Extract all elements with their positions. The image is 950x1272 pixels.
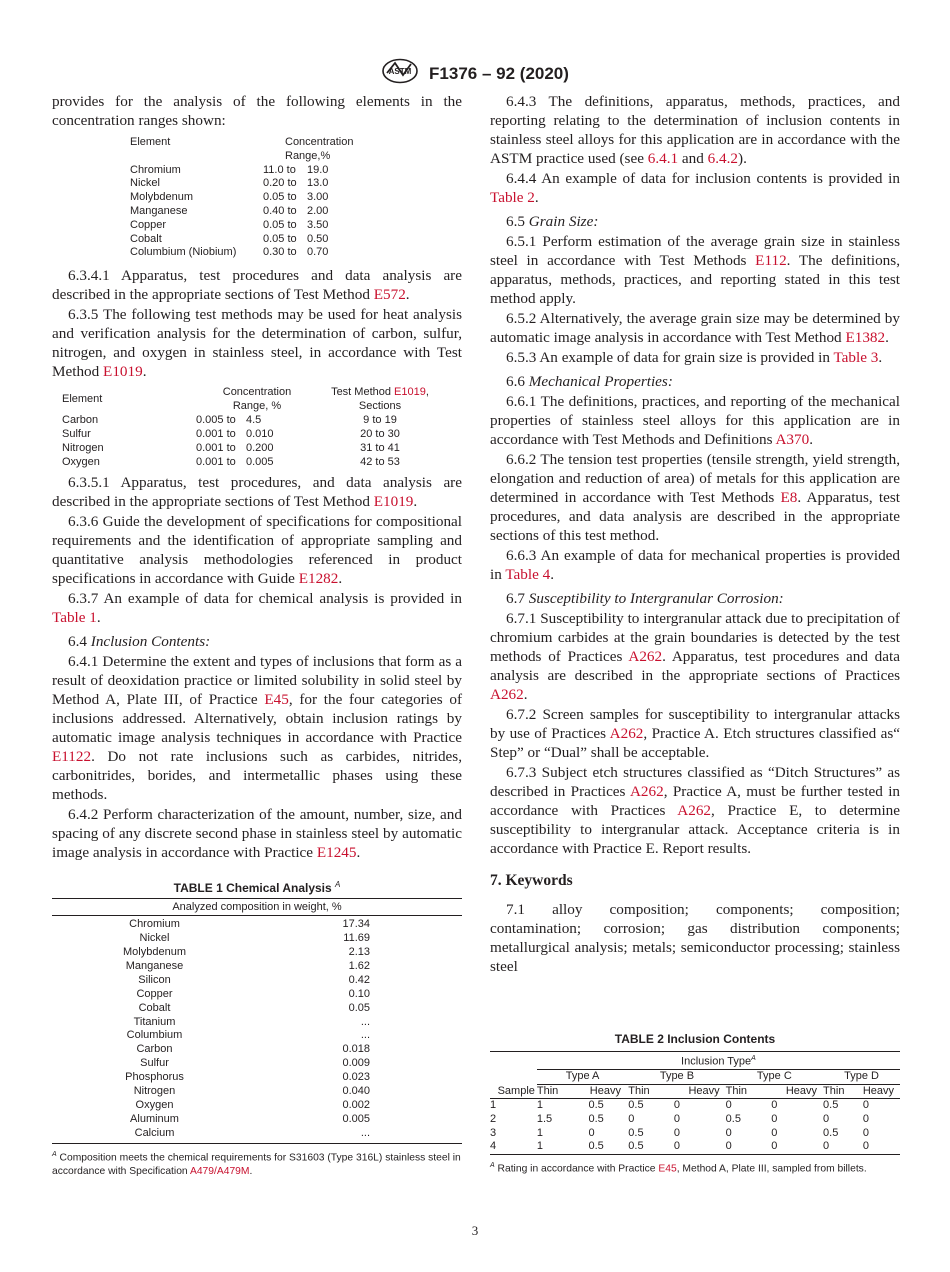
paragraph-6-5-2: 6.5.2 Alternatively, the average grain size may be determined by automatic image analysis in accordance with Test Method E1382. bbox=[490, 310, 900, 346]
link-e45[interactable]: E45 bbox=[658, 1163, 677, 1175]
table-row: Nitrogen 0.040 bbox=[133, 1085, 370, 1098]
section-heading-6-6: 6.6 Mechanical Properties: bbox=[506, 373, 673, 390]
paragraph-6-7-2: 6.7.2 Screen samples for susceptibility to intergranular attacks by use of Practices A262, Practice A. Etch structures classified as“ Step” or “Dual” shall be acceptable. bbox=[490, 706, 900, 761]
header-sample: Sample bbox=[497, 1084, 535, 1097]
paragraph-6-4-2: 6.4.2 Perform characterization of the amount, number, size, and spacing of any discrete second phase in stainless steel by automatic image analysis in accordance with Practice E1245. bbox=[52, 806, 462, 862]
link-a370[interactable]: A370 bbox=[775, 431, 810, 448]
header-type-a: Type A bbox=[537, 1070, 628, 1085]
table-row: Nitrogen 0.001 to 0.200 31 to 41 bbox=[62, 442, 400, 455]
section-heading-6-7: 6.7 Susceptibility to Intergranular Corrosion: bbox=[506, 590, 784, 607]
header-element: Element bbox=[130, 136, 171, 148]
table-row: Calcium ... bbox=[134, 1126, 370, 1139]
table-row: 4 1 0.5 0.5 0 0 0 0 0 bbox=[490, 1140, 900, 1154]
link-e1382[interactable]: E1382 bbox=[845, 329, 886, 346]
element-method-table bbox=[62, 385, 442, 469]
table-row: Chromium 17.34 bbox=[129, 918, 370, 931]
table-row: Carbon 0.018 bbox=[136, 1043, 370, 1056]
table-row: Manganese 0.40 to 2.00 bbox=[130, 204, 329, 217]
table-1-title: TABLE 1 Chemical Analysis $^A$ bbox=[173, 880, 341, 896]
link-e45[interactable]: E45 bbox=[264, 691, 289, 709]
table-row: Nickel 11.69 bbox=[139, 932, 370, 945]
link-a262[interactable]: A262 bbox=[628, 648, 663, 665]
paragraph-6-7-3: 6.7.3 Subject etch structures classified as “Ditch Structures” as described in Practices A262, Practice A, must be further tested in accordance with Practices A262, Practice E, to determine susceptibility to intergranular attack. Acceptance criteria is in accordance with Practice E. Report results. bbox=[490, 764, 901, 857]
link-table-3[interactable]: Table 3 bbox=[833, 349, 879, 366]
table-row: Silicon 0.42 bbox=[138, 973, 370, 986]
link-e8[interactable]: E8 bbox=[780, 489, 798, 506]
header-element: Element bbox=[62, 393, 103, 406]
header-heavy: Heavy bbox=[688, 1084, 720, 1097]
astm-logo-icon bbox=[381, 58, 419, 89]
header-type-b: Type B bbox=[628, 1070, 725, 1085]
page-number: 3 bbox=[471, 1223, 479, 1238]
link-a262[interactable]: A262 bbox=[677, 802, 712, 819]
paragraph-6-6-2: 6.6.2 The tension test properties (tensile strength, yield strength, elongation and reduction of area) of metals for this application are determined in accordance with Test Methods E8. Apparatus, test procedures, and data analysis are described in the appropriate sections of this test method. bbox=[490, 451, 900, 544]
table-1-subhead: Analyzed composition in weight, % bbox=[172, 901, 342, 914]
header-test-method: Test Method E1019, bbox=[331, 386, 429, 399]
header-range: Range,% bbox=[285, 149, 331, 162]
link-table-1[interactable]: Table 1 bbox=[52, 609, 97, 627]
table-2-title: TABLE 2 Inclusion Contents bbox=[614, 1032, 776, 1046]
paragraph-6-4-4: 6.4.4 An example of data for inclusion contents is provided in Table 2. bbox=[490, 170, 900, 206]
link-e1019[interactable]: E1019 bbox=[373, 493, 414, 511]
table-row: Aluminum 0.005 bbox=[130, 1112, 370, 1125]
table-row: Oxygen 0.001 to 0.005 42 to 53 bbox=[62, 456, 400, 469]
header-range: Range, % bbox=[232, 400, 282, 413]
header-type-c: Type C bbox=[726, 1070, 823, 1085]
paragraph-6-7-1: 6.7.1 Susceptibility to intergranular attack due to precipitation of chromium carbides at the grain boundaries is detected by the test methods of Practices A262. Apparatus, test procedures and data analysis are described in the appropriate sections of Practices A262. bbox=[490, 610, 900, 703]
chemical-analysis-table bbox=[52, 918, 462, 1141]
paragraph-6-3-7: 6.3.7 An example of data for chemical analysis is provided in Table 1. bbox=[52, 590, 462, 627]
element-range-table bbox=[130, 136, 354, 260]
paragraph-6-6-3: 6.6.3 An example of data for mechanical properties is provided in Table 4. bbox=[490, 547, 900, 583]
link-6-4-2[interactable]: 6.4.2 bbox=[707, 150, 739, 167]
table-row: Sulfur 0.001 to 0.010 20 to 30 bbox=[62, 428, 400, 441]
header-thin: Thin bbox=[725, 1084, 748, 1097]
paragraph-intro: provides for the analysis of the following elements in the concentration ranges shown: bbox=[52, 93, 462, 129]
header-heavy: Heavy bbox=[589, 1084, 621, 1097]
header-type-d: Type D bbox=[823, 1070, 900, 1085]
table-row: Columbium ... bbox=[126, 1029, 370, 1042]
link-e1019[interactable]: E1019 bbox=[394, 386, 426, 399]
table-1-footnote: $^A$ Composition meets the chemical requirements for S31603 (Type 316L) stainless steel in accordance with Specification A479/A479M. bbox=[52, 1150, 461, 1178]
link-e572[interactable]: E572 bbox=[373, 286, 406, 304]
table-row: Copper 0.05 to 3.50 bbox=[130, 218, 329, 231]
paragraph-6-3-4-1: 6.3.4.1 Apparatus, test procedures and data analysis are described in the appropriate sections of Test Method E572. bbox=[52, 267, 462, 304]
table-row: Copper 0.10 bbox=[136, 987, 370, 1000]
table-row: Columbium (Niobium) 0.30 to 0.70 bbox=[130, 246, 329, 259]
table-row: 1 1 0.5 0.5 0 0 0 0.5 0 bbox=[490, 1099, 869, 1112]
header-thin: Thin bbox=[628, 1084, 650, 1097]
paragraph-6-5-3: 6.5.3 An example of data for grain size is provided in Table 3. bbox=[506, 349, 883, 366]
table-row: Carbon 0.005 to 4.5 9 to 19 bbox=[62, 414, 397, 427]
link-table-4[interactable]: Table 4 bbox=[505, 566, 551, 583]
header-concentration: Concentration bbox=[222, 386, 292, 399]
table-2-footnote: $^A$ Rating in accordance with Practice E45, Method A, Plate III, sampled from billets. bbox=[490, 1161, 867, 1175]
paragraph-6-5-1: 6.5.1 Perform estimation of the average grain size in stainless steel in accordance with Test Methods E112. The definitions, apparatus, methods, practices, and reporting stated in this test method apply. bbox=[490, 233, 900, 307]
link-e1019[interactable]: E1019 bbox=[103, 363, 143, 381]
paragraph-6-3-5-1: 6.3.5.1 Apparatus, test procedures, and data analysis are described in the appropriate sections of Test Method E1019. bbox=[52, 474, 462, 511]
table-row: Molybdenum 0.05 to 3.00 bbox=[130, 191, 329, 204]
paragraph-7-1: 7.1 alloy composition; components; composition; contamination; corrosion; gas distribution components; metallurgical analysis; metals; semiconductor processing; stainless steel bbox=[490, 901, 900, 975]
page-header bbox=[0, 58, 950, 89]
paragraph-6-4-1: 6.4.1 Determine the extent and types of inclusions that form as a result of deoxidation practice or limited solubility in solid steel by Method A, Plate III, of Practice E45, for the four categories of inclusions addressed. Alternatively, obtain inclusion ratings by automatic image analysis techniques in accordance with Practice E1122. Do not rate inclusions such as carbides, nitrides, carbonitrides, borides, and intermetallic phases using these methods. bbox=[52, 653, 462, 804]
table-row: Chromium 11.0 to 19.0 bbox=[130, 163, 329, 176]
table-row: Titanium ... bbox=[133, 1015, 370, 1028]
header-thin: Thin bbox=[536, 1084, 559, 1097]
header-thin: Thin bbox=[823, 1084, 845, 1097]
table-1-block bbox=[52, 880, 462, 1179]
link-a262[interactable]: A262 bbox=[609, 725, 644, 742]
header-heavy: Heavy bbox=[862, 1084, 894, 1097]
paragraph-6-6-1: 6.6.1 The definitions, practices, and reporting of the mechanical properties of stainless steel alloys for this application are in accordance with Test Methods and Definitions A370. bbox=[490, 393, 900, 448]
right-column bbox=[490, 92, 900, 1176]
link-e1282[interactable]: E1282 bbox=[298, 570, 339, 588]
section-heading-7-keywords: 7. Keywords bbox=[490, 872, 573, 889]
table-row: Oxygen 0.002 bbox=[135, 1098, 370, 1111]
table-row: Cobalt 0.05 to 0.50 bbox=[130, 232, 329, 245]
section-heading-6-4: 6.4 Inclusion Contents: bbox=[68, 633, 211, 651]
link-6-4-1[interactable]: 6.4.1 bbox=[647, 150, 679, 167]
table-row: 3 1 0 0.5 0 0 0 0.5 0 bbox=[490, 1126, 869, 1139]
link-e1122[interactable]: E1122 bbox=[52, 748, 92, 766]
inclusion-contents-table bbox=[490, 1052, 900, 1155]
header-sections: Sections bbox=[358, 400, 402, 413]
table-row: Manganese 1.62 bbox=[125, 959, 370, 972]
header-inclusion-type: Inclusion Type$^A$ bbox=[537, 1052, 900, 1070]
header-concentration: Concentration bbox=[285, 136, 354, 148]
table-2-block bbox=[490, 1032, 900, 1176]
paragraph-6-4-3: 6.4.3 The definitions, apparatus, methods, practices, and reporting relating to the determination of inclusion contents in stainless steel alloys for this application are in accordance with the ASTM practice used (see 6.4.1 and 6.4.2). bbox=[490, 93, 900, 167]
section-heading-6-5: 6.5 Grain Size: bbox=[506, 213, 599, 230]
header-heavy: Heavy bbox=[785, 1084, 818, 1097]
document-title: F1376 – 92 (2020) bbox=[429, 63, 569, 83]
link-e112[interactable]: E112 bbox=[755, 252, 787, 269]
table-row: Cobalt 0.05 bbox=[138, 1001, 370, 1014]
astm-logo-text: ASTM bbox=[388, 67, 412, 76]
link-table-2[interactable]: Table 2 bbox=[490, 189, 535, 206]
left-column bbox=[52, 92, 462, 1179]
table-row: 2 1.5 0.5 0 0 0.5 0 0 0 bbox=[490, 1113, 869, 1126]
link-a479[interactable]: A479/A479M bbox=[189, 1166, 250, 1178]
paragraph-6-3-5: 6.3.5 The following test methods may be used for heat analysis and verification analysis for the determination of carbon, sulfur, nitrogen, and oxygen in stainless steel, in accordance with Test Method E1019. bbox=[52, 306, 462, 381]
link-a262[interactable]: A262 bbox=[629, 783, 664, 800]
link-e1245[interactable]: E1245 bbox=[316, 844, 357, 862]
table-row: Molybdenum 2.13 bbox=[123, 945, 370, 958]
link-a262[interactable]: A262 bbox=[490, 686, 524, 703]
table-row: Nickel 0.20 to 13.0 bbox=[130, 177, 329, 190]
table-row: Sulfur 0.009 bbox=[140, 1057, 370, 1070]
paragraph-6-3-6: 6.3.6 Guide the development of specifications for compositional requirements and the identification of appropriate sampling and quantitative analysis methodologies referenced in product specifications in accordance with Guide E1282. bbox=[52, 513, 462, 588]
table-row: Phosphorus 0.023 bbox=[125, 1071, 370, 1084]
